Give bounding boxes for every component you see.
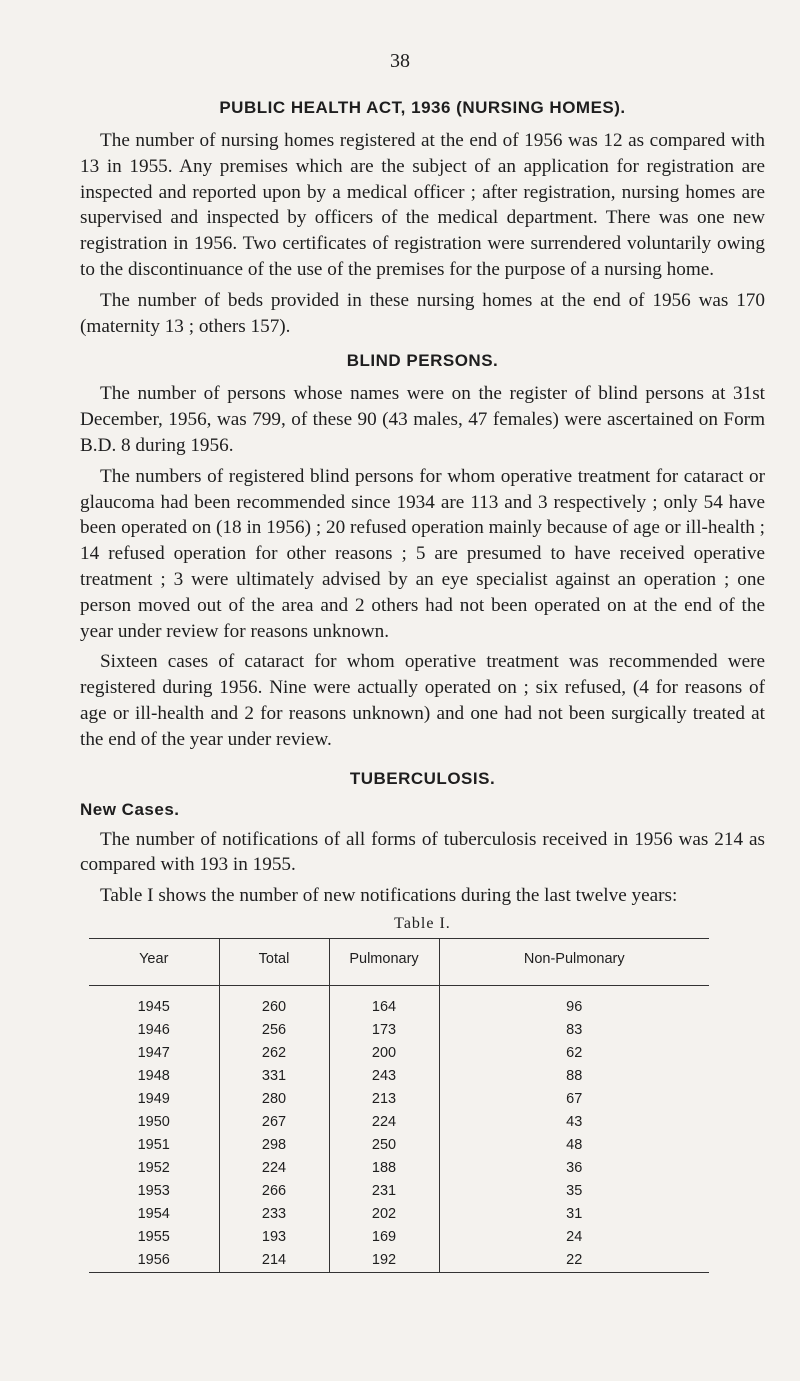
- page-number: 38: [390, 50, 410, 72]
- cell-total: 214: [219, 1249, 329, 1273]
- cell-non-pulmonary: 62: [439, 1042, 709, 1065]
- cell-pulmonary: 188: [329, 1157, 439, 1180]
- cell-total: 224: [219, 1157, 329, 1180]
- nursing-homes-paragraph-1: The number of nursing homes registered at the end of 1956 was 12 as compared with 13 in 1955. Any premises which are the subject of an application for registration are inspected and reported upon by a medical officer ; after registration, nursing homes are supervised and inspected by officers of the medical department. There was one new registration in 1956. Two certificates of registration were surrendered voluntarily owing to the discontinuance of the use of the premises for the purpose of a nursing home.: [80, 130, 765, 280]
- cell-pulmonary: 250: [329, 1134, 439, 1157]
- table-header-row: [89, 938, 709, 985]
- blind-persons-paragraph-3: Sixteen cases of cataract for whom operative treatment was recommended were registered during 1956. Nine were actually operated on ; six refused, (4 for reasons of age or ill-health and 2 for reasons unknown) and one had not been surgically treated at the end of the year under review.: [80, 651, 765, 750]
- cell-pulmonary: 224: [329, 1111, 439, 1134]
- cell-non-pulmonary: 35: [439, 1180, 709, 1203]
- cell-total: 256: [219, 1019, 329, 1042]
- header-non-pulmonary: Non-Pulmonary: [439, 938, 709, 985]
- cell-pulmonary: 192: [329, 1249, 439, 1273]
- tuberculosis-paragraph-1: The number of notifications of all forms of tuberculosis received in 1956 was 214 as compared with 193 in 1955.: [80, 828, 765, 876]
- cell-non-pulmonary: 88: [439, 1065, 709, 1088]
- cell-total: 260: [219, 985, 329, 1019]
- table-row: [89, 1088, 709, 1111]
- cell-year: 1953: [137, 1182, 170, 1199]
- cell-pulmonary: 164: [329, 985, 439, 1019]
- tuberculosis-paragraph-2: Table I shows the number of new notifications during the last twelve years:: [100, 885, 678, 907]
- cell-pulmonary: 173: [329, 1019, 439, 1042]
- table-row: [89, 1226, 709, 1249]
- table-row: [89, 1019, 709, 1042]
- blind-persons-heading: BLIND PERSONS.: [346, 351, 499, 371]
- table-row: [89, 1134, 709, 1157]
- nursing-homes-heading: PUBLIC HEALTH ACT, 1936 (NURSING HOMES).: [219, 98, 626, 117]
- table-row: [89, 1203, 709, 1226]
- cell-pulmonary: 243: [329, 1065, 439, 1088]
- cell-total: 193: [219, 1226, 329, 1249]
- cell-year: 1948: [137, 1067, 170, 1084]
- cell-pulmonary: 231: [329, 1180, 439, 1203]
- cell-pulmonary: 200: [329, 1042, 439, 1065]
- cell-pulmonary: 169: [329, 1226, 439, 1249]
- cell-total: 298: [219, 1134, 329, 1157]
- new-cases-subheading: New Cases.: [80, 799, 180, 819]
- cell-non-pulmonary: 83: [439, 1019, 709, 1042]
- cell-non-pulmonary: 24: [439, 1226, 709, 1249]
- cell-non-pulmonary: 31: [439, 1203, 709, 1226]
- cell-year: 1955: [137, 1228, 170, 1245]
- cell-year: 1951: [137, 1136, 170, 1153]
- table-row: [89, 1065, 709, 1088]
- cell-non-pulmonary: 22: [439, 1249, 709, 1273]
- header-year: Year: [89, 938, 219, 985]
- cell-total: 262: [219, 1042, 329, 1065]
- cell-pulmonary: 213: [329, 1088, 439, 1111]
- table-caption: Table I.: [394, 914, 451, 932]
- page-content: [80, 86, 765, 1273]
- cell-total: 331: [219, 1065, 329, 1088]
- table-row: [89, 1249, 709, 1273]
- header-pulmonary: Pulmonary: [329, 938, 439, 985]
- cell-year: 1947: [137, 1044, 170, 1061]
- cell-non-pulmonary: 48: [439, 1134, 709, 1157]
- cell-year: 1952: [137, 1159, 170, 1176]
- blind-persons-paragraph-2: The numbers of registered blind persons for whom operative treatment for cataract or glaucoma had been recommended since 1934 are 113 and 3 respectively ; only 54 have been operated on (18 in 1956) ; 20 refused operation mainly because of age or ill-health ; 14 refused operation for other reasons ; 5 are presumed to have received operative treatment ; 3 were ultimately advised by an eye specialist against an operation ; one person moved out of the area and 2 others had not been operated on at the end of the year under review for reasons unknown.: [80, 465, 765, 642]
- table-row: [89, 1180, 709, 1203]
- cell-year: 1954: [137, 1205, 170, 1222]
- header-total: Total: [219, 938, 329, 985]
- cell-non-pulmonary: 67: [439, 1088, 709, 1111]
- cell-year: 1945: [137, 998, 170, 1015]
- tuberculosis-heading: TUBERCULOSIS.: [349, 768, 496, 788]
- cell-non-pulmonary: 43: [439, 1111, 709, 1134]
- cell-total: 280: [219, 1088, 329, 1111]
- cell-year: 1946: [137, 1021, 170, 1038]
- cell-year: 1950: [137, 1113, 170, 1130]
- nursing-homes-paragraph-2: The number of beds provided in these nursing homes at the end of 1956 was 170 (maternity 13 ; others 157).: [80, 289, 765, 337]
- blind-persons-paragraph-1: The number of persons whose names were on the register of blind persons at 31st December, 1956, was 799, of these 90 (43 males, 47 females) were ascertained on Form B.D. 8 during 1956.: [80, 383, 765, 456]
- cell-year: 1949: [137, 1090, 170, 1107]
- cell-total: 266: [219, 1180, 329, 1203]
- table-row: [89, 1111, 709, 1134]
- cell-pulmonary: 202: [329, 1203, 439, 1226]
- cell-year: 1956: [137, 1251, 170, 1268]
- cell-non-pulmonary: 36: [439, 1157, 709, 1180]
- table-row: [89, 1042, 709, 1065]
- table-row: [89, 1157, 709, 1180]
- table-body: [89, 985, 709, 1272]
- notifications-table: [89, 938, 709, 1273]
- table-row: [89, 985, 709, 1019]
- cell-total: 233: [219, 1203, 329, 1226]
- cell-total: 267: [219, 1111, 329, 1134]
- cell-non-pulmonary: 96: [439, 985, 709, 1019]
